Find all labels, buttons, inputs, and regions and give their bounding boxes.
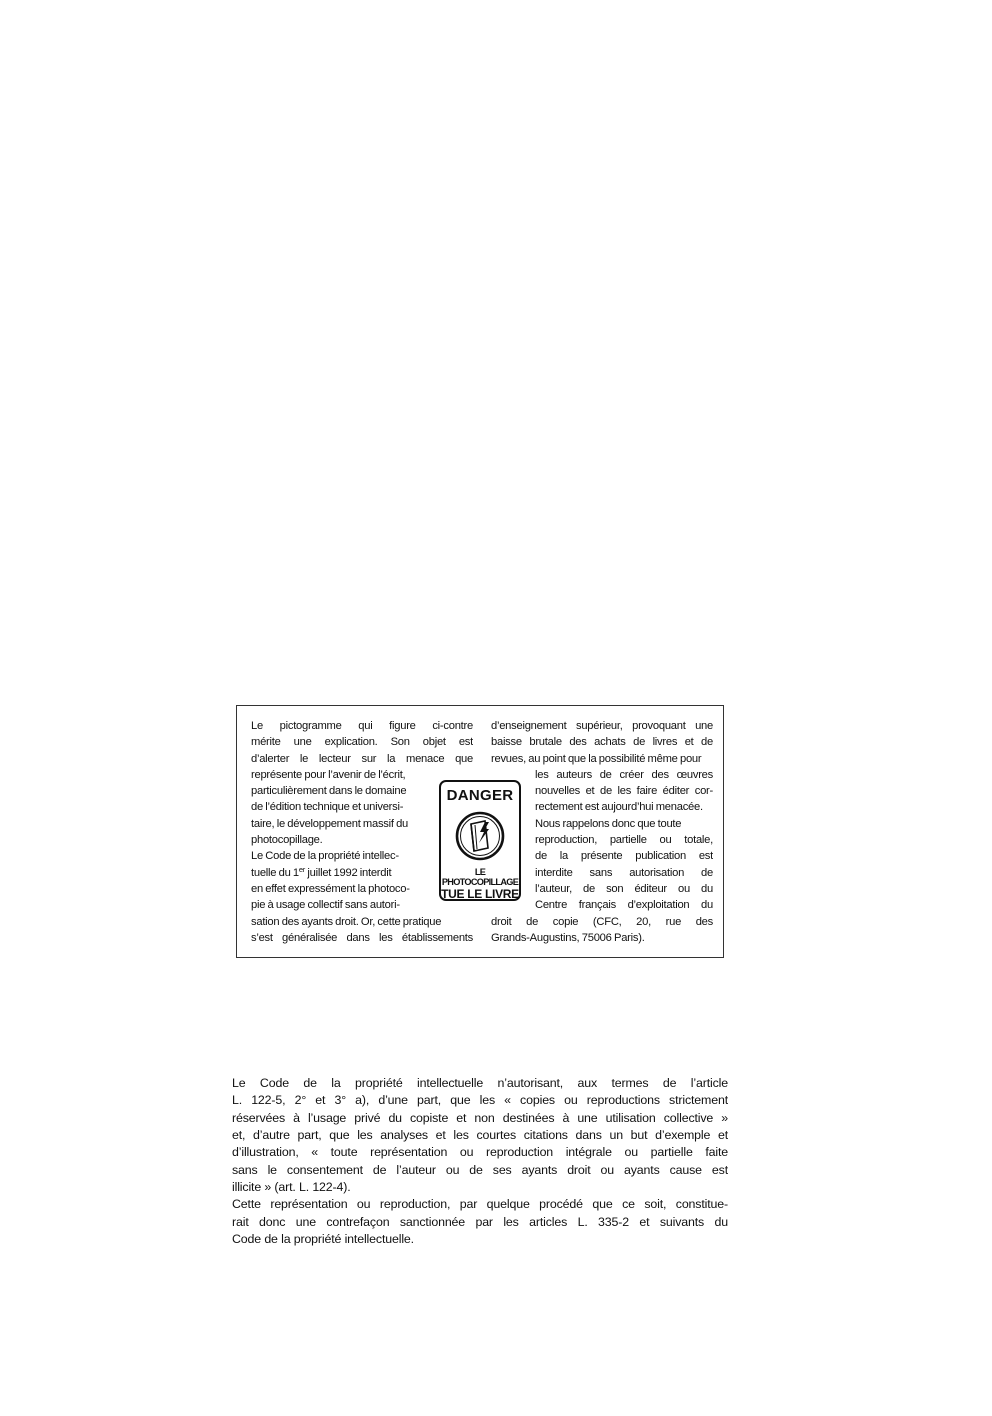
legal-line: réservées à l’usage privé du copiste et non destinées à une utilisation collective » xyxy=(232,1110,728,1125)
legal-paragraph xyxy=(232,1075,728,1248)
notice-line: sation des ayants droit. Or, cette pratique xyxy=(251,915,442,928)
danger-subtitle-1: LE PHOTOCOPILLAGE xyxy=(441,867,519,887)
notice-line: les auteurs de créer des œuvres xyxy=(535,768,713,781)
legal-line: illicite » (art. L. 122-4). xyxy=(232,1180,351,1195)
legal-line: et, d’autre part, que les analyses et les courtes citations dans un but d’exemple et xyxy=(232,1128,728,1143)
legal-line: L. 122-5, 2° et 3° a), d’une part, que les « copies ou reproductions strictement xyxy=(232,1093,728,1108)
notice-line: particulièrement dans le domaine xyxy=(251,785,407,798)
legal-line: rait donc une contrefaçon sanctionnée par les articles L. 335-2 et suivants du xyxy=(232,1214,728,1229)
notice-line: revues, au point que la possibilité même pour xyxy=(491,752,702,765)
notice-line: en effet expressément la photoco- xyxy=(251,882,410,895)
legal-line: Cette représentation ou reproduction, par quelque procédé que ce soit, constitue- xyxy=(232,1197,728,1212)
notice-line: reproduction, partielle ou totale, xyxy=(535,834,713,847)
notice-line: d’alerter le lecteur sur la menace que xyxy=(251,752,473,765)
notice-text: juillet 1992 interdit xyxy=(305,866,392,879)
legal-line: Le Code de la propriété intellectuelle n’autorisant, aux termes de l’article xyxy=(232,1076,728,1090)
notice-line: photocopillage. xyxy=(251,834,323,847)
notice-line: Le pictogramme qui figure ci-contre xyxy=(251,720,473,732)
notice-line xyxy=(251,865,429,881)
notice-line: l’auteur, de son éditeur ou du xyxy=(535,882,713,895)
notice-text: tuelle du 1 xyxy=(251,866,299,879)
notice-line: représente pour l’avenir de l’écrit, xyxy=(251,768,406,781)
notice-line: de la présente publication est xyxy=(535,850,713,863)
danger-title: DANGER xyxy=(446,787,514,804)
notice-line: Grands-Augustins, 75006 Paris). xyxy=(491,931,645,944)
notice-line: rectement est aujourd’hui menacée. xyxy=(535,801,703,814)
notice-line: nouvelles et de les faire éditer cor- xyxy=(535,785,713,798)
notice-line: Nous rappelons donc que toute xyxy=(535,817,682,830)
notice-line: taire, le développement massif du xyxy=(251,817,409,830)
legal-line: Code de la propriété intellectuelle. xyxy=(232,1232,414,1247)
notice-line: Le Code de la propriété intellec- xyxy=(251,850,399,863)
danger-subtitle-2: TUE LE LIVRE xyxy=(441,887,519,901)
legal-line: d’illustration, « toute représentation ou reproduction intégrale ou partielle faite xyxy=(232,1145,728,1160)
notice-line: pie à usage collectif sans autori- xyxy=(251,899,400,912)
notice-line: de l’édition technique et universi- xyxy=(251,801,404,814)
notice-line: droit de copie (CFC, 20, rue des xyxy=(491,915,713,928)
notice-right-column xyxy=(491,718,713,946)
notice-line: baisse brutale des achats de livres et de xyxy=(491,736,713,749)
notice-line: mérite une explication. Son objet est xyxy=(251,736,473,749)
superscript-er: er xyxy=(298,864,306,874)
legal-line: sans le consentement de l’auteur ou de ses ayants droit ou ayants cause est xyxy=(232,1162,728,1177)
notice-line: d’enseignement supérieur, provoquant une xyxy=(491,720,713,732)
notice-line: interdite sans autorisation de xyxy=(535,866,713,879)
notice-line: s’est généralisée dans les établissements xyxy=(251,931,473,944)
notice-line: Centre français d’exploitation du xyxy=(535,899,713,912)
photocopy-notice-box xyxy=(236,705,724,958)
